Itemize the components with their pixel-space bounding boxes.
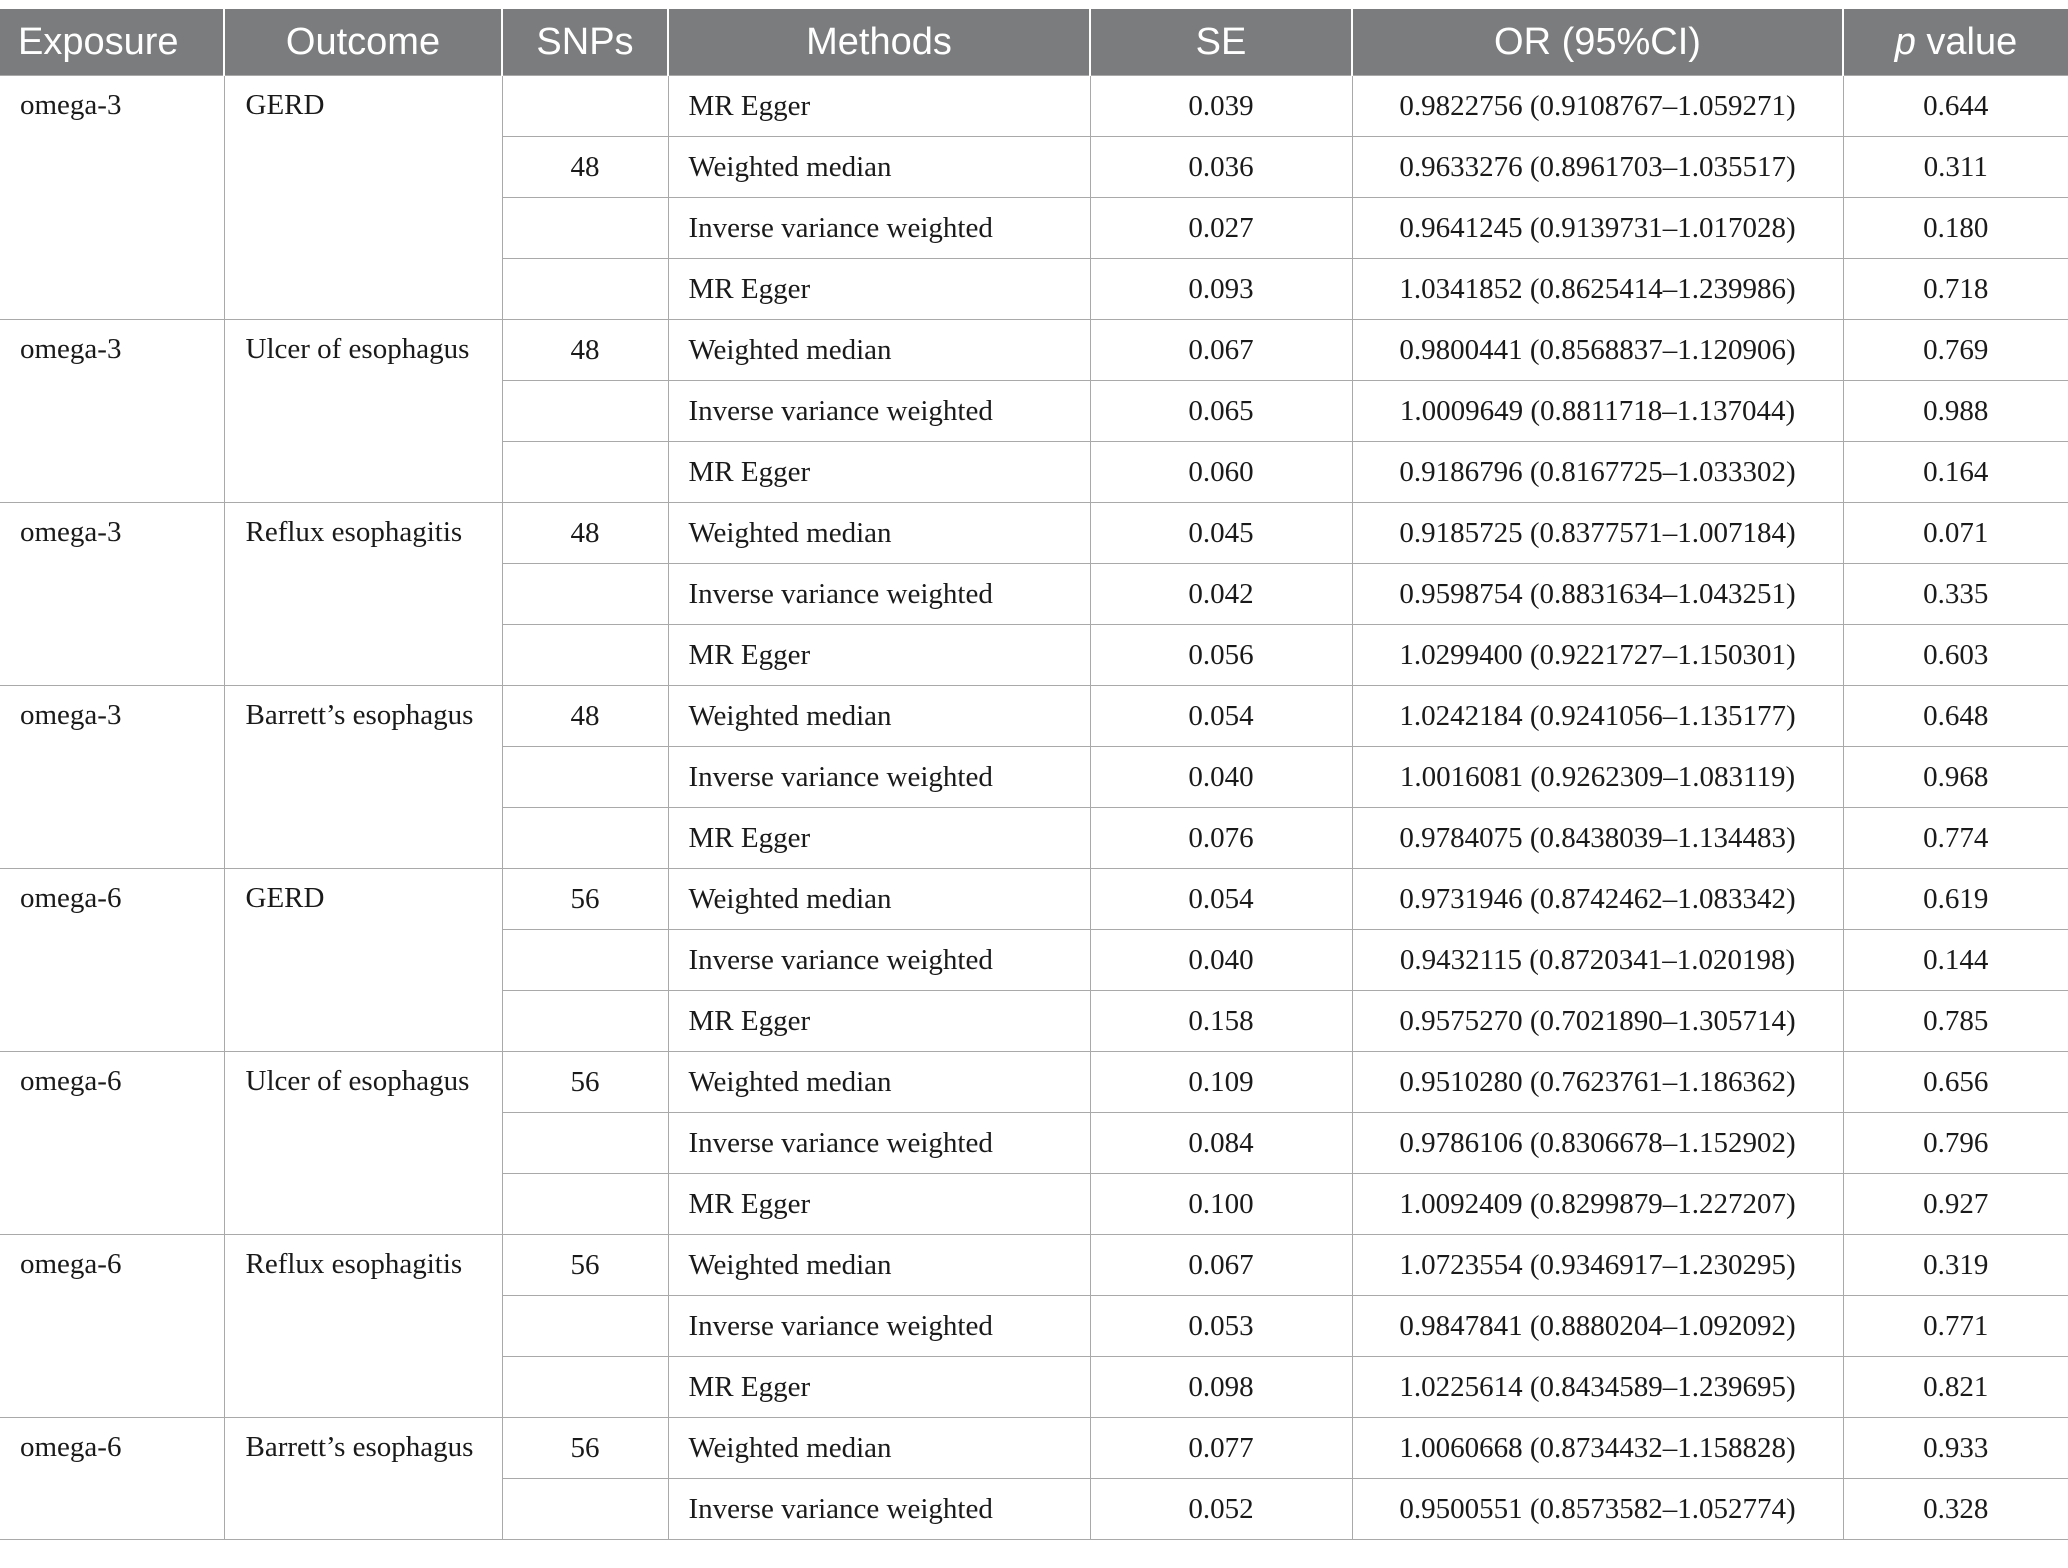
cell-snps: [502, 808, 668, 869]
cell-method: MR Egger: [668, 1174, 1090, 1235]
cell-method: Weighted median: [668, 1418, 1090, 1479]
cell-snps: 56: [502, 1235, 668, 1296]
cell-se: 0.040: [1090, 747, 1352, 808]
cell-exposure: omega-6: [0, 869, 224, 1052]
cell-se: 0.040: [1090, 930, 1352, 991]
cell-method: MR Egger: [668, 442, 1090, 503]
header-or: OR (95%CI): [1352, 9, 1843, 76]
cell-or: 0.9786106 (0.8306678–1.152902): [1352, 1113, 1843, 1174]
cell-se: 0.093: [1090, 259, 1352, 320]
cell-p-value: 0.071: [1843, 503, 2068, 564]
cell-method: Weighted median: [668, 137, 1090, 198]
cell-se: 0.158: [1090, 991, 1352, 1052]
cell-method: Inverse variance weighted: [668, 198, 1090, 259]
cell-method: Weighted median: [668, 869, 1090, 930]
cell-snps: 48: [502, 137, 668, 198]
cell-method: Inverse variance weighted: [668, 1479, 1090, 1540]
table-body: [0, 76, 2068, 1540]
cell-or: 1.0225614 (0.8434589–1.239695): [1352, 1357, 1843, 1418]
cell-method: Inverse variance weighted: [668, 381, 1090, 442]
cell-p-value: 0.603: [1843, 625, 2068, 686]
cell-snps: [502, 259, 668, 320]
cell-method: Inverse variance weighted: [668, 930, 1090, 991]
cell-or: 0.9847841 (0.8880204–1.092092): [1352, 1296, 1843, 1357]
cell-snps: 56: [502, 1052, 668, 1113]
cell-snps: 56: [502, 1418, 668, 1479]
cell-se: 0.056: [1090, 625, 1352, 686]
cell-or: 0.9633276 (0.8961703–1.035517): [1352, 137, 1843, 198]
cell-snps: 48: [502, 686, 668, 747]
cell-se: 0.076: [1090, 808, 1352, 869]
cell-se: 0.100: [1090, 1174, 1352, 1235]
cell-p-value: 0.180: [1843, 198, 2068, 259]
cell-p-value: 0.785: [1843, 991, 2068, 1052]
cell-p-value: 0.619: [1843, 869, 2068, 930]
cell-or: 0.9822756 (0.9108767–1.059271): [1352, 76, 1843, 137]
header-se: SE: [1090, 9, 1352, 76]
cell-method: Weighted median: [668, 503, 1090, 564]
cell-or: 0.9185725 (0.8377571–1.007184): [1352, 503, 1843, 564]
cell-snps: [502, 747, 668, 808]
cell-method: Weighted median: [668, 1235, 1090, 1296]
cell-snps: [502, 1357, 668, 1418]
cell-method: MR Egger: [668, 76, 1090, 137]
cell-snps: [502, 1479, 668, 1540]
header-exposure: Exposure: [0, 9, 224, 76]
cell-method: Inverse variance weighted: [668, 564, 1090, 625]
cell-p-value: 0.927: [1843, 1174, 2068, 1235]
table-row: [0, 1418, 2068, 1479]
cell-or: 0.9641245 (0.9139731–1.017028): [1352, 198, 1843, 259]
cell-se: 0.084: [1090, 1113, 1352, 1174]
cell-p-value: 0.144: [1843, 930, 2068, 991]
cell-or: 0.9731946 (0.8742462–1.083342): [1352, 869, 1843, 930]
cell-snps: [502, 1174, 668, 1235]
cell-method: Inverse variance weighted: [668, 1296, 1090, 1357]
cell-outcome: Reflux esophagitis: [224, 503, 502, 686]
cell-outcome: Barrett’s esophagus: [224, 686, 502, 869]
header-methods: Methods: [668, 9, 1090, 76]
cell-method: MR Egger: [668, 1357, 1090, 1418]
cell-snps: [502, 564, 668, 625]
table-row: [0, 1235, 2068, 1296]
cell-method: MR Egger: [668, 259, 1090, 320]
cell-snps: 56: [502, 869, 668, 930]
cell-outcome: Barrett’s esophagus: [224, 1418, 502, 1540]
cell-p-value: 0.656: [1843, 1052, 2068, 1113]
cell-snps: [502, 198, 668, 259]
results-table: [0, 9, 2068, 1540]
cell-method: Weighted median: [668, 1052, 1090, 1113]
cell-or: 0.9186796 (0.8167725–1.033302): [1352, 442, 1843, 503]
cell-p-value: 0.821: [1843, 1357, 2068, 1418]
cell-or: 0.9510280 (0.7623761–1.186362): [1352, 1052, 1843, 1113]
table-header: [0, 9, 2068, 76]
cell-p-value: 0.164: [1843, 442, 2068, 503]
cell-outcome: GERD: [224, 869, 502, 1052]
cell-or: 0.9784075 (0.8438039–1.134483): [1352, 808, 1843, 869]
cell-se: 0.077: [1090, 1418, 1352, 1479]
table-row: [0, 320, 2068, 381]
cell-p-value: 0.968: [1843, 747, 2068, 808]
cell-exposure: omega-6: [0, 1052, 224, 1235]
cell-exposure: omega-3: [0, 686, 224, 869]
table-row: [0, 1052, 2068, 1113]
table-row: [0, 869, 2068, 930]
cell-se: 0.067: [1090, 320, 1352, 381]
cell-or: 1.0092409 (0.8299879–1.227207): [1352, 1174, 1843, 1235]
cell-snps: 48: [502, 320, 668, 381]
cell-p-value: 0.335: [1843, 564, 2068, 625]
header-p-italic: p: [1894, 20, 1916, 63]
cell-p-value: 0.648: [1843, 686, 2068, 747]
cell-snps: [502, 1296, 668, 1357]
cell-se: 0.036: [1090, 137, 1352, 198]
cell-snps: 48: [502, 503, 668, 564]
cell-p-value: 0.769: [1843, 320, 2068, 381]
cell-snps: [502, 625, 668, 686]
cell-outcome: Ulcer of esophagus: [224, 1052, 502, 1235]
table-row: [0, 503, 2068, 564]
cell-snps: [502, 991, 668, 1052]
cell-se: 0.054: [1090, 869, 1352, 930]
cell-or: 1.0060668 (0.8734432–1.158828): [1352, 1418, 1843, 1479]
cell-p-value: 0.771: [1843, 1296, 2068, 1357]
cell-or: 1.0242184 (0.9241056–1.135177): [1352, 686, 1843, 747]
cell-se: 0.027: [1090, 198, 1352, 259]
cell-se: 0.065: [1090, 381, 1352, 442]
cell-method: Weighted median: [668, 686, 1090, 747]
table-row: [0, 76, 2068, 137]
cell-exposure: omega-6: [0, 1418, 224, 1540]
cell-method: MR Egger: [668, 991, 1090, 1052]
cell-se: 0.039: [1090, 76, 1352, 137]
cell-se: 0.053: [1090, 1296, 1352, 1357]
cell-se: 0.042: [1090, 564, 1352, 625]
cell-se: 0.052: [1090, 1479, 1352, 1540]
cell-method: Weighted median: [668, 320, 1090, 381]
cell-se: 0.054: [1090, 686, 1352, 747]
cell-or: 0.9800441 (0.8568837–1.120906): [1352, 320, 1843, 381]
cell-se: 0.098: [1090, 1357, 1352, 1418]
cell-snps: [502, 930, 668, 991]
cell-se: 0.045: [1090, 503, 1352, 564]
cell-se: 0.109: [1090, 1052, 1352, 1113]
table-row: [0, 686, 2068, 747]
cell-or: 0.9432115 (0.8720341–1.020198): [1352, 930, 1843, 991]
cell-outcome: GERD: [224, 76, 502, 320]
cell-or: 1.0723554 (0.9346917–1.230295): [1352, 1235, 1843, 1296]
cell-outcome: Ulcer of esophagus: [224, 320, 502, 503]
header-snps: SNPs: [502, 9, 668, 76]
cell-exposure: omega-6: [0, 1235, 224, 1418]
cell-p-value: 0.933: [1843, 1418, 2068, 1479]
cell-p-value: 0.718: [1843, 259, 2068, 320]
cell-or: 1.0009649 (0.8811718–1.137044): [1352, 381, 1843, 442]
cell-method: Inverse variance weighted: [668, 1113, 1090, 1174]
cell-snps: [502, 76, 668, 137]
cell-exposure: omega-3: [0, 76, 224, 320]
cell-or: 1.0341852 (0.8625414–1.239986): [1352, 259, 1843, 320]
cell-or: 1.0016081 (0.9262309–1.083119): [1352, 747, 1843, 808]
cell-p-value: 0.311: [1843, 137, 2068, 198]
cell-exposure: omega-3: [0, 503, 224, 686]
cell-method: MR Egger: [668, 808, 1090, 869]
cell-p-value: 0.988: [1843, 381, 2068, 442]
cell-p-value: 0.774: [1843, 808, 2068, 869]
cell-snps: [502, 1113, 668, 1174]
cell-outcome: Reflux esophagitis: [224, 1235, 502, 1418]
header-outcome: Outcome: [224, 9, 502, 76]
cell-or: 1.0299400 (0.9221727–1.150301): [1352, 625, 1843, 686]
cell-snps: [502, 381, 668, 442]
header-row: [0, 9, 2068, 76]
cell-exposure: omega-3: [0, 320, 224, 503]
cell-method: MR Egger: [668, 625, 1090, 686]
cell-p-value: 0.328: [1843, 1479, 2068, 1540]
cell-se: 0.067: [1090, 1235, 1352, 1296]
cell-p-value: 0.796: [1843, 1113, 2068, 1174]
cell-or: 0.9598754 (0.8831634–1.043251): [1352, 564, 1843, 625]
cell-or: 0.9500551 (0.8573582–1.052774): [1352, 1479, 1843, 1540]
cell-se: 0.060: [1090, 442, 1352, 503]
cell-snps: [502, 442, 668, 503]
header-p-value: [1843, 9, 2068, 76]
cell-or: 0.9575270 (0.7021890–1.305714): [1352, 991, 1843, 1052]
cell-p-value: 0.319: [1843, 1235, 2068, 1296]
header-p-rest: value: [1915, 20, 2018, 63]
cell-p-value: 0.644: [1843, 76, 2068, 137]
results-table-container: [0, 9, 2068, 1540]
cell-method: Inverse variance weighted: [668, 747, 1090, 808]
